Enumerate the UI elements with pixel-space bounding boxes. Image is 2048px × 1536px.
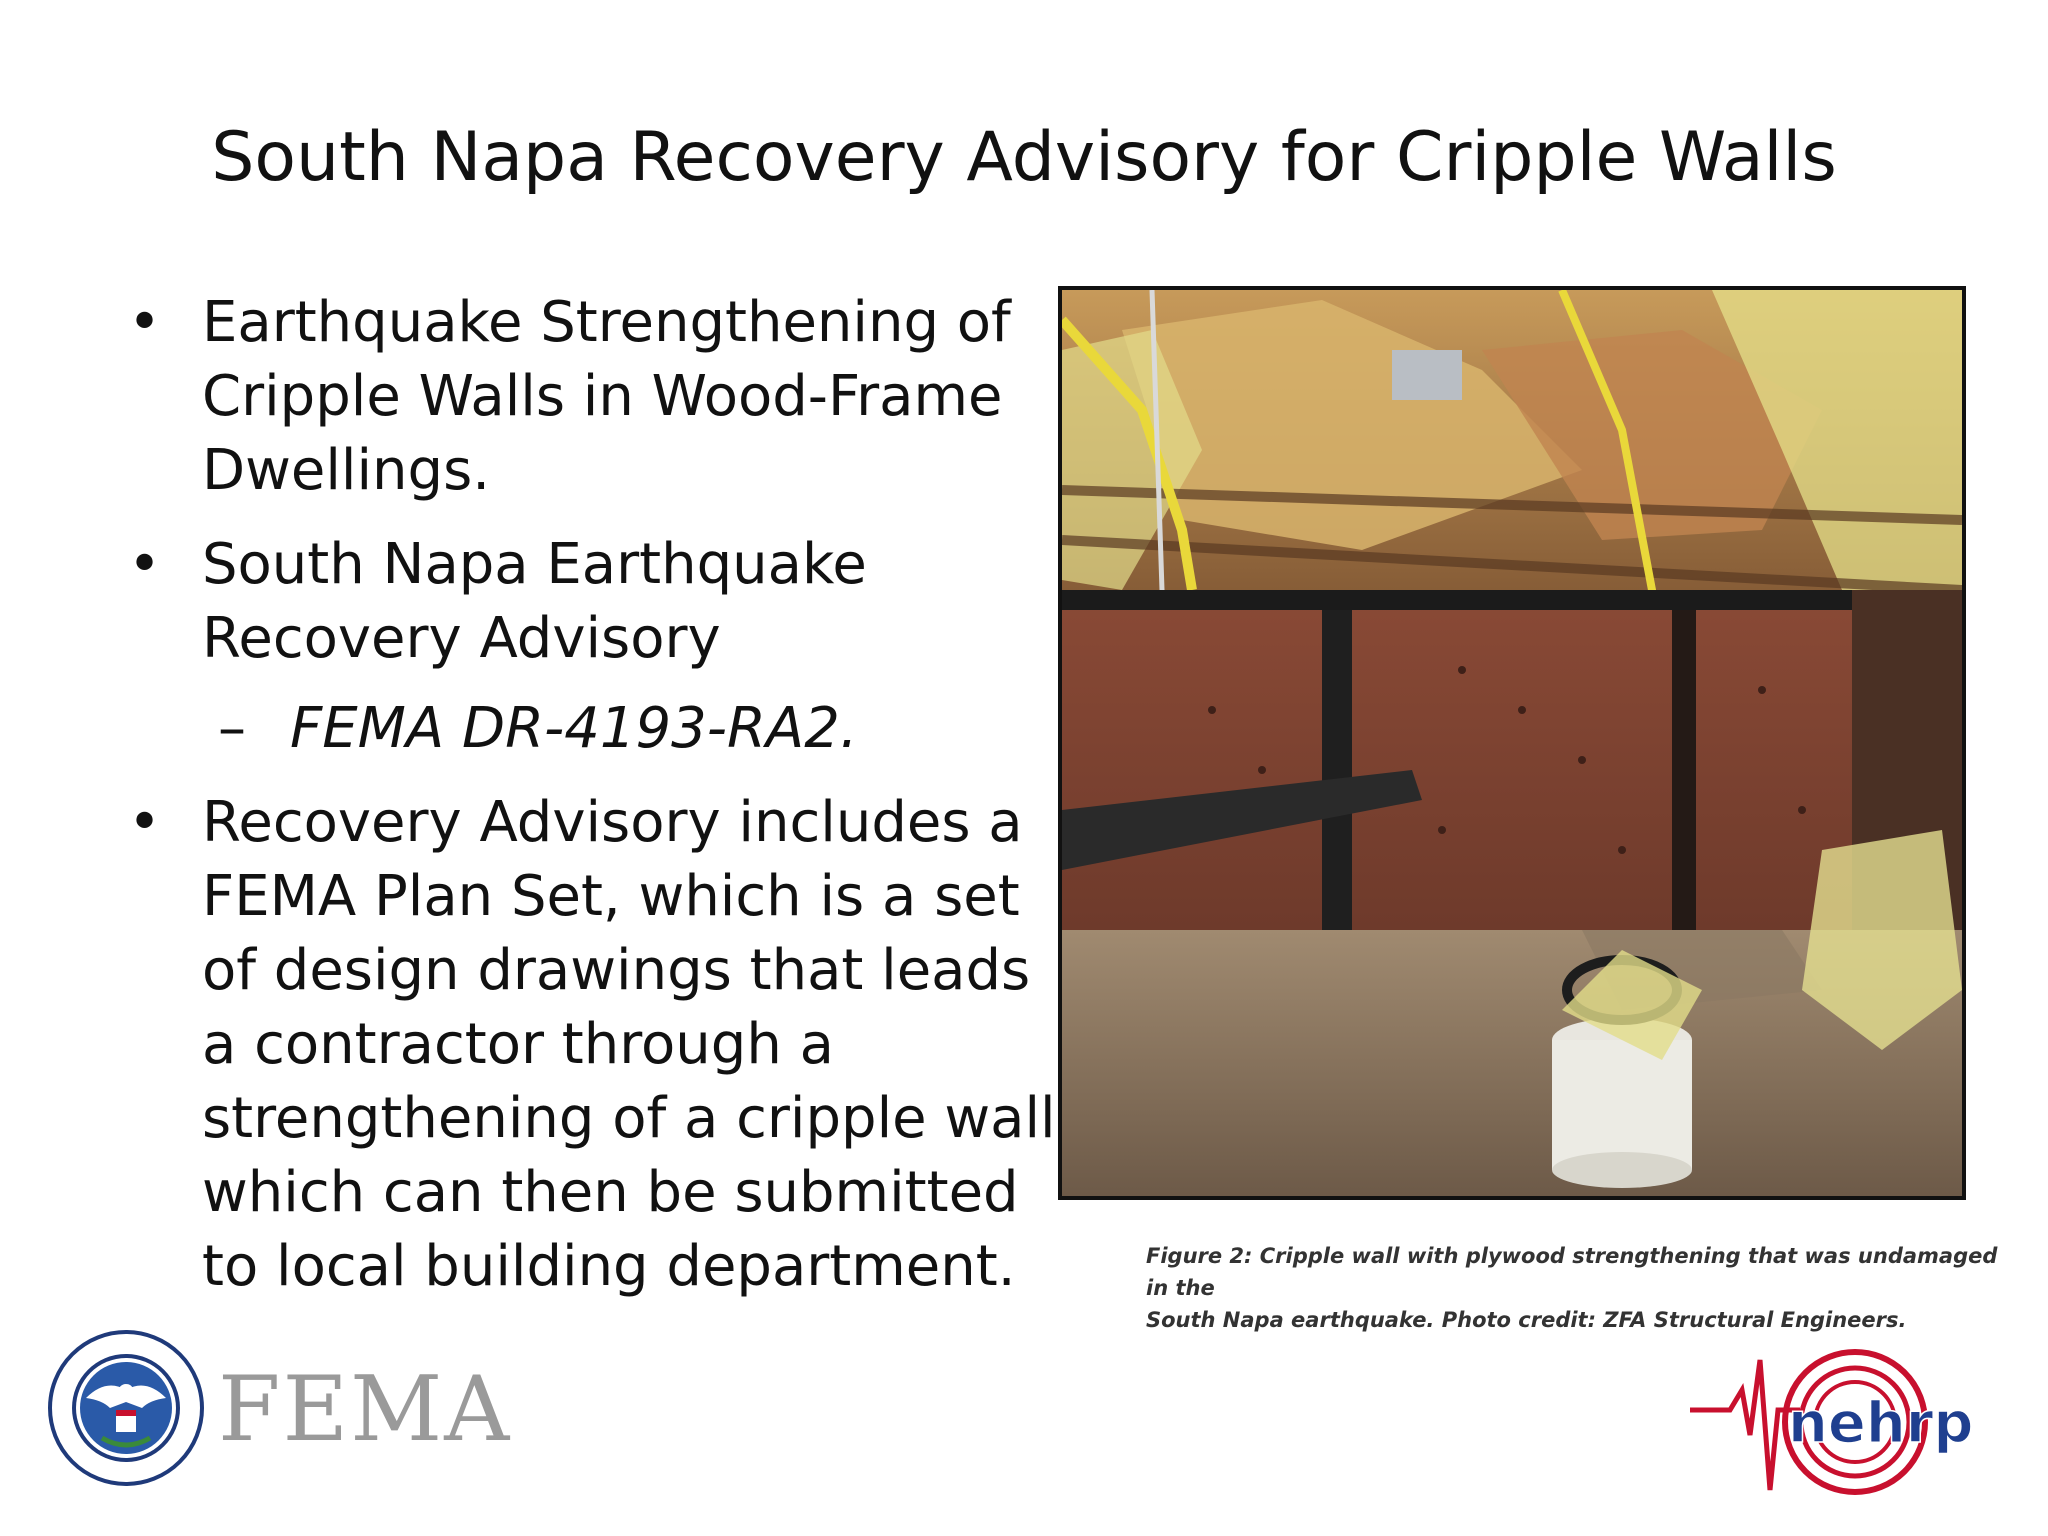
bullet-item [118, 286, 1078, 508]
nehrp-emblem-icon [1690, 1340, 1990, 1510]
bullet-item [118, 528, 1078, 676]
bullet-marker: • [128, 290, 162, 355]
caption-line: South Napa earthquake. Photo credit: ZFA Structural Engineers. [1146, 1308, 1907, 1332]
bullet-text: Recovery Advisory includes a FEMA Plan Set, which is a set of design drawings that leads a contractor through a strengthening of a cripple wall which can then be submitted to local building department. [202, 790, 1056, 1299]
bullet-item [118, 786, 1078, 1304]
figure-caption [1146, 1240, 2006, 1336]
nehrp-wordmark: nehrp [1788, 1391, 1974, 1456]
bullet-text: Earthquake Strengthening of Cripple Walls in Wood-Frame Dwellings. [202, 290, 1011, 503]
bullet-text: South Napa Earthquake Recovery Advisory [202, 532, 867, 671]
bullet-marker: • [128, 790, 162, 855]
crawlspace-illustration [1062, 290, 1962, 1196]
bullet-list [118, 286, 1078, 1324]
nehrp-logo [1690, 1340, 1990, 1514]
cripple-wall-photo [1058, 286, 1966, 1200]
sub-bullet-marker: – [218, 696, 246, 761]
dhs-seal-logo [46, 1328, 206, 1492]
sub-bullet-text: FEMA DR-4193-RA2. [290, 696, 858, 761]
fema-wordmark: FEMA [218, 1357, 512, 1462]
bullet-marker: • [128, 532, 162, 597]
slide-title: South Napa Recovery Advisory for Cripple Walls [211, 118, 1837, 197]
sub-bullet-item [118, 692, 1078, 766]
dhs-seal-icon [46, 1328, 206, 1488]
caption-line: Figure 2: Cripple wall with plywood strengthening that was undamaged in the [1146, 1244, 1998, 1300]
